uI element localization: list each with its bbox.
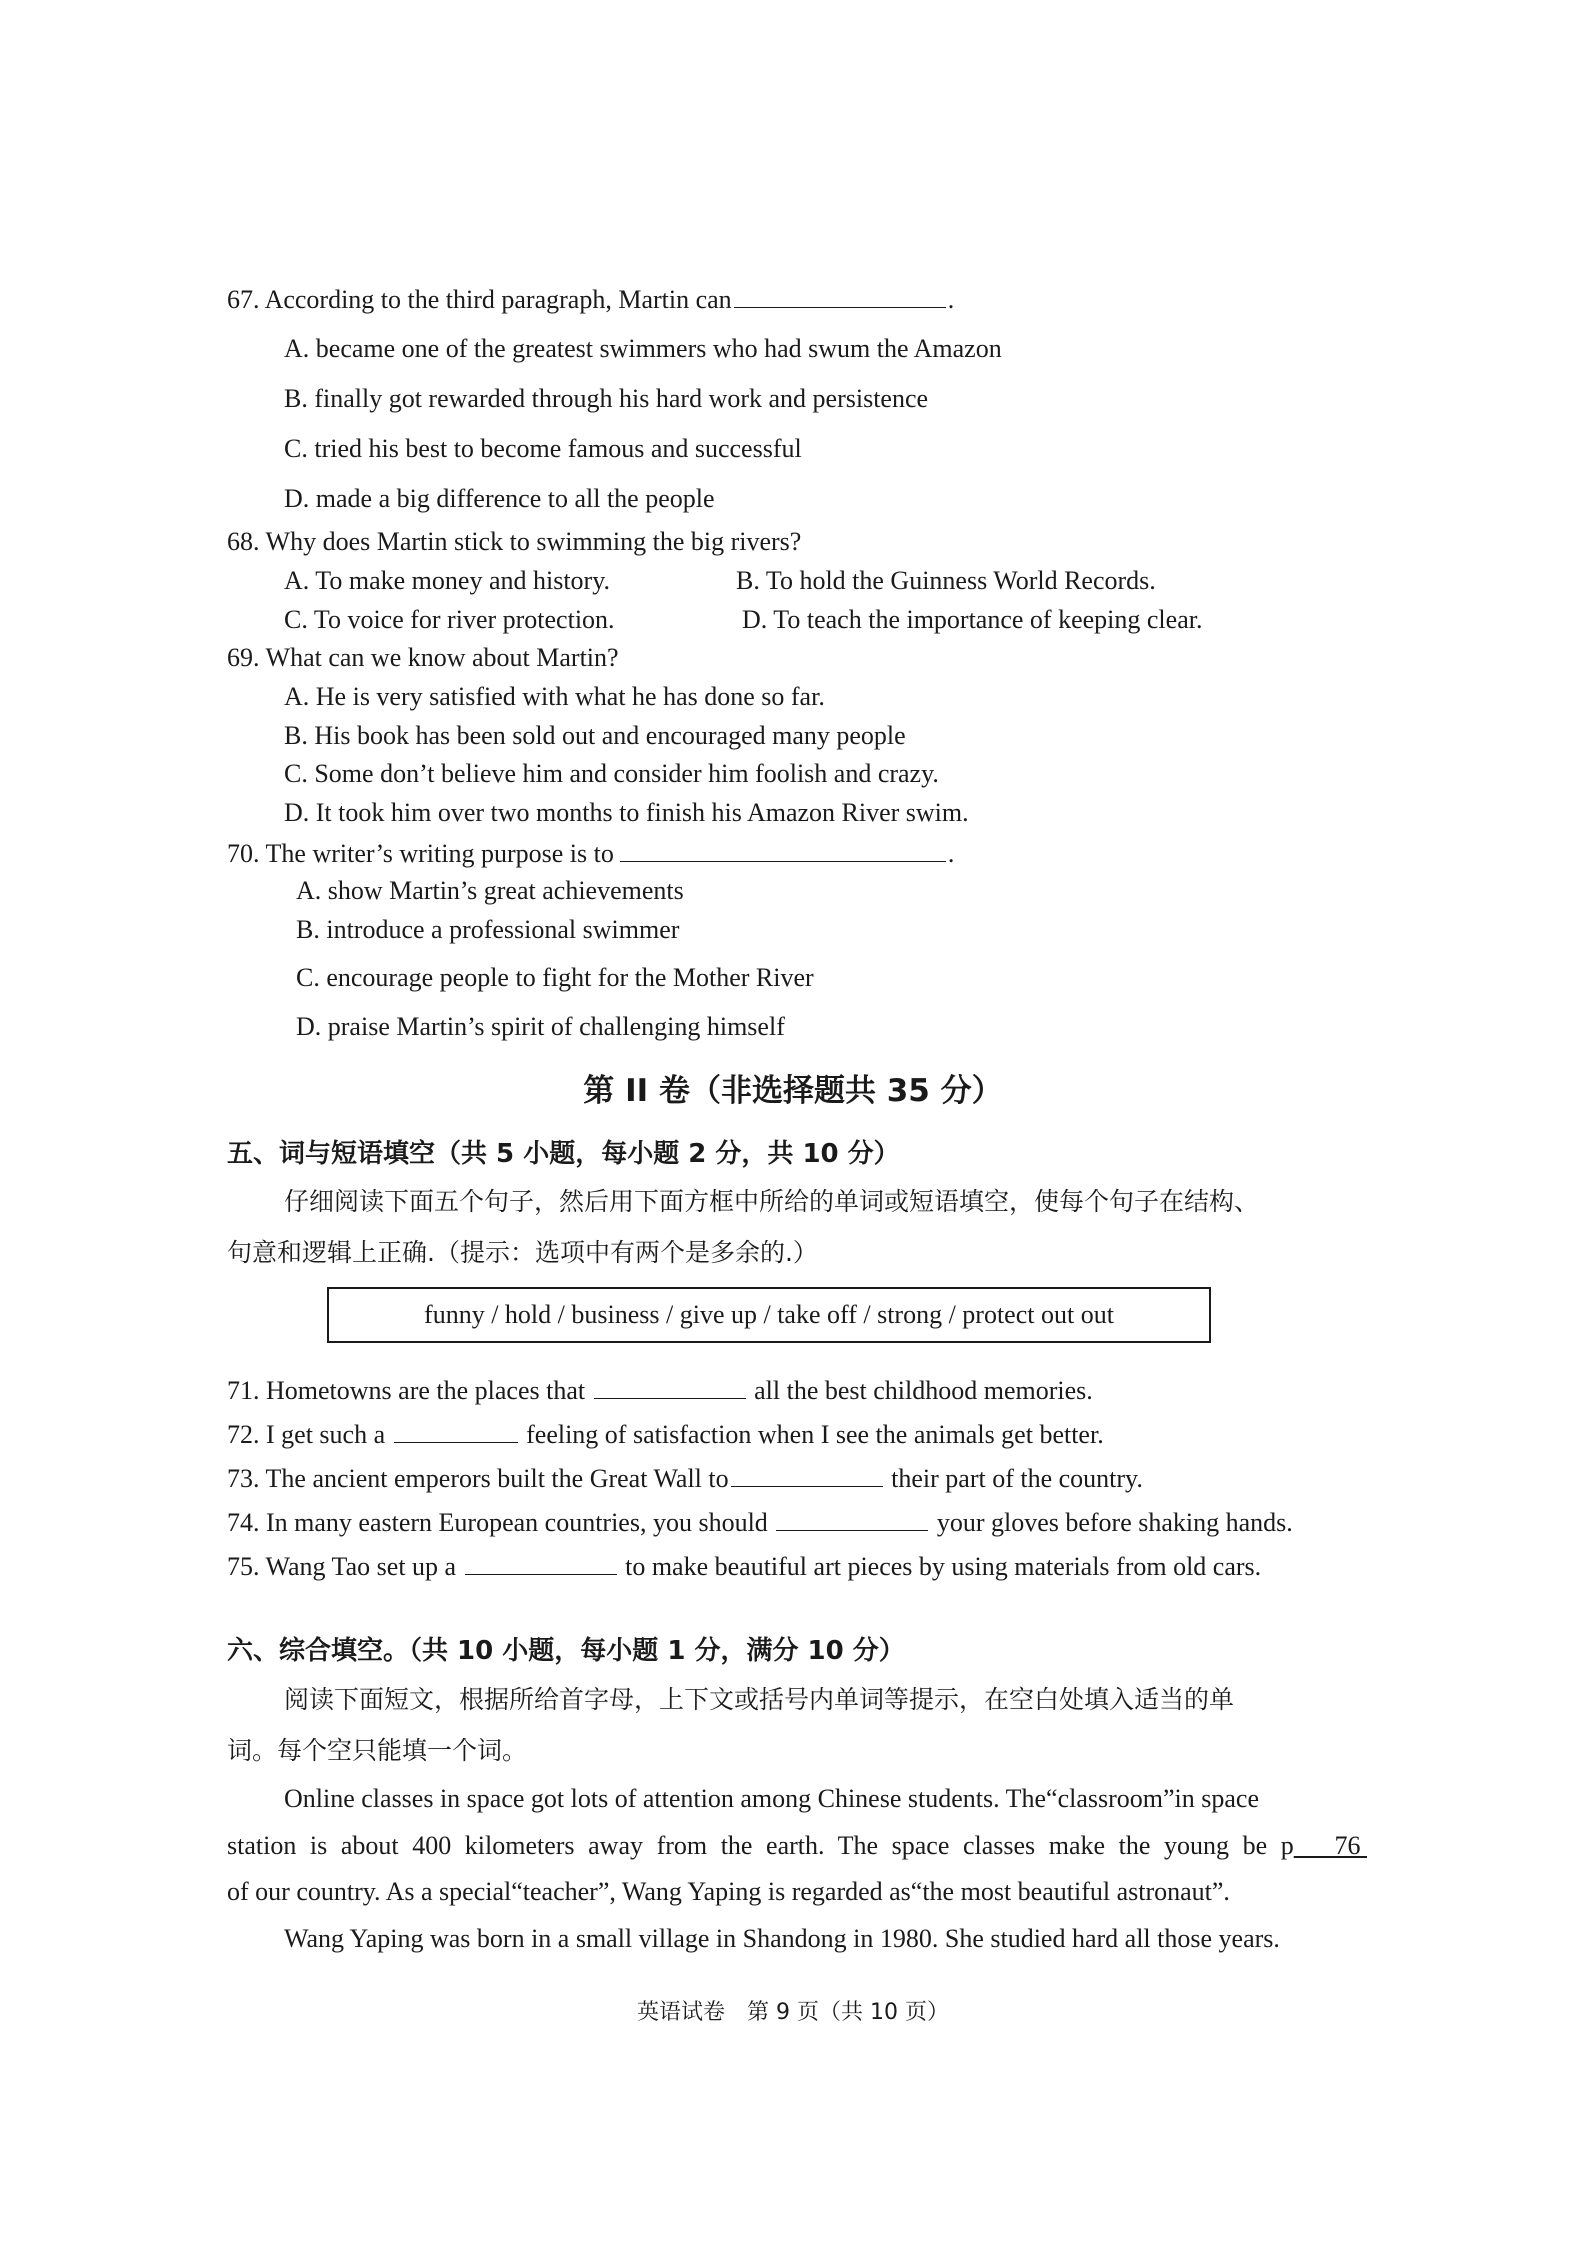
question-69-option-c: C. Some don’t believe him and consider him foolish and crazy. <box>284 759 939 788</box>
part-2-heading: 第 II 卷（非选择题共 35 分） <box>583 1073 1003 1109</box>
question-72: 72. I get such a feeling of satisfaction when I see the animals get better. <box>227 1416 1104 1452</box>
question-70-stem: 70. The writer’s writing purpose is to . <box>227 835 954 871</box>
question-67-stem: 67. According to the third paragraph, Martin can . <box>227 281 954 317</box>
passage-line-4: Wang Yaping was born in a small village in Shandong in 1980. She studied hard all those years. <box>284 1924 1280 1953</box>
section-5-instruction-line-2: 句意和逻辑上正确.（提示：选项中有两个是多余的.） <box>227 1238 818 1267</box>
question-68-option-b: B. To hold the Guinness World Records. <box>736 566 1156 595</box>
passage-blank-76: 76 <box>1334 1831 1361 1860</box>
question-71: 71. Hometowns are the places that all the best childhood memories. <box>227 1372 1093 1408</box>
section-6-heading: 六、综合填空。（共 10 小题，每小题 1 分，满分 10 分） <box>227 1636 905 1666</box>
question-74: 74. In many eastern European countries, you should your gloves before shaking hands. <box>227 1504 1293 1540</box>
section-6-instruction-line-1: 阅读下面短文，根据所给首字母，上下文或括号内单词等提示，在空白处填入适当的单 <box>284 1685 1235 1714</box>
question-67-option-b: B. finally got rewarded through his hard work and persistence <box>284 384 929 413</box>
question-70-option-d: D. praise Martin’s spirit of challenging himself <box>296 1012 785 1041</box>
question-67-option-c: C. tried his best to become famous and successful <box>284 434 802 463</box>
passage-line-2: station is about 400 kilometers away from the earth. The space classes make the young be p 76 <box>227 1829 1367 1863</box>
question-69-option-b: B. His book has been sold out and encouraged many people <box>284 721 906 750</box>
answer-blank <box>594 1372 746 1399</box>
answer-blank <box>776 1504 928 1531</box>
question-70-option-a: A. show Martin’s great achievements <box>296 876 684 905</box>
section-5-heading: 五、词与短语填空（共 5 小题，每小题 2 分，共 10 分） <box>227 1139 900 1169</box>
question-70-option-b: B. introduce a professional swimmer <box>296 915 680 944</box>
question-67-option-d: D. made a big difference to all the people <box>284 484 715 513</box>
question-73: 73. The ancient emperors built the Great Wall to their part of the country. <box>227 1460 1143 1496</box>
question-67-option-a: A. became one of the greatest swimmers who had swum the Amazon <box>284 334 1002 363</box>
question-69-option-d: D. It took him over two months to finish his Amazon River swim. <box>284 798 969 827</box>
answer-blank <box>731 1460 883 1487</box>
answer-blank <box>620 835 946 862</box>
question-68-option-d: D. To teach the importance of keeping clear. <box>742 605 1203 634</box>
question-69-option-a: A. He is very satisfied with what he has done so far. <box>284 682 825 711</box>
passage-line-3: of our country. As a special“teacher”, Wang Yaping is regarded as“the most beautiful astronaut”. <box>227 1877 1230 1906</box>
answer-blank <box>394 1416 518 1443</box>
page-footer: 英语试卷 第 9 页（共 10 页） <box>637 2000 949 2025</box>
question-75: 75. Wang Tao set up a to make beautiful art pieces by using materials from old cars. <box>227 1548 1261 1584</box>
answer-blank <box>734 281 946 308</box>
question-70-option-c: C. encourage people to fight for the Mother River <box>296 963 814 992</box>
passage-line-1: Online classes in space got lots of attention among Chinese students. The“classroom”in space <box>284 1784 1260 1813</box>
question-68-stem: 68. Why does Martin stick to swimming the big rivers? <box>227 527 802 556</box>
section-6-instruction-line-2: 词。每个空只能填一个词。 <box>227 1736 528 1765</box>
section-5-instruction-line-1: 仔细阅读下面五个句子，然后用下面方框中所给的单词或短语填空，使每个句子在结构、 <box>284 1187 1260 1216</box>
question-69-stem: 69. What can we know about Martin? <box>227 643 619 672</box>
question-68-option-c: C. To voice for river protection. <box>284 605 615 634</box>
answer-blank <box>465 1548 617 1575</box>
word-bank-box: funny / hold / business / give up / take off / strong / protect out out <box>327 1287 1211 1343</box>
question-68-option-a: A. To make money and history. <box>284 566 611 595</box>
